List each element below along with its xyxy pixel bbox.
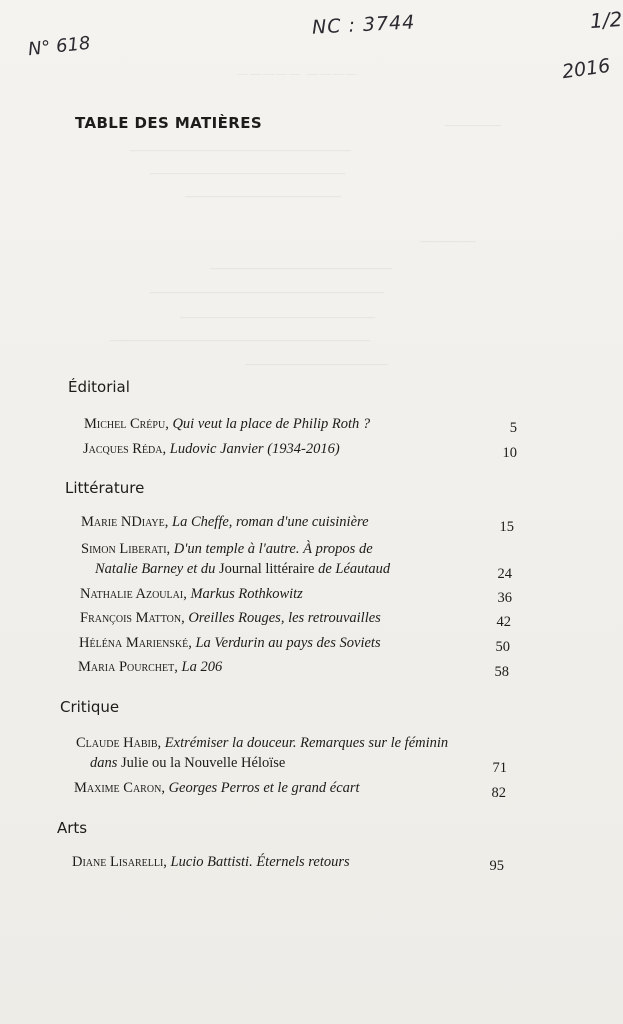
section-heading: Éditorial <box>68 378 130 396</box>
entry-title: Ludovic Janvier (1934-2016) <box>169 441 340 457</box>
entry-author: Simon Liberati <box>81 541 167 557</box>
entry-title-part: Natalie Barney et du <box>95 561 220 577</box>
entry-author: Nathalie Azoulai <box>80 586 184 602</box>
handwritten-volume-mark: 1/2 <box>589 6 623 34</box>
toc-entry: Maria Pourchet, La 206 <box>78 659 223 675</box>
toc-entry: Héléna Marienské, La Verdurin au pays des Soviets <box>79 635 381 651</box>
entry-title: Lucio Battisti. Éternels retours <box>170 854 350 870</box>
page-title: TABLE DES MATIÈRES <box>75 114 263 132</box>
entry-page-number: 5 <box>509 420 517 436</box>
toc-entry: François Matton, Oreilles Rouges, les retrouvailles <box>80 610 381 626</box>
entry-title: La Cheffe, roman d'une cuisinière <box>172 514 369 530</box>
entry-title: D'un temple à l'autre. À propos de <box>173 541 373 557</box>
entry-author: Maria Pourchet <box>78 659 175 675</box>
toc-entry: Nathalie Azoulai, Markus Rothkowitz <box>80 586 303 602</box>
entry-title-part: dans <box>90 755 122 771</box>
entry-page-number: 15 <box>499 519 514 535</box>
entry-title-part: de Léautaud <box>314 561 391 577</box>
entry-title-continued <box>76 753 448 773</box>
document-page: ———— ————— ———— ————————————————— ——————————————— ———————————— ———— —————————————— —————————————————— ——————————————— ———————————————————— ——————————— N° 618 NC : 3744 1/2 2016 TABLE DES MATIÈRES Éditorial Michel Crépu, Qui veut la place de Philip Roth ? 5 Jacques Réda, Ludovic Janvier (1934-2016) 10 Littérature Marie NDiaye, La Cheffe, roman d'une cuisinière 15 Simon Liberati, D'un temple à l'autre. À propos de Natalie Barney et du Journal littéraire de Léautaud 24 Nathalie Azoulai, Markus Rothkowitz 36 François Matton, Oreilles Rouges, les retrouvailles 42 Héléna Marienské, La Verdurin au pays des Soviets 50 Maria Pourchet, La 206 58 Critique Claude Habib, Extrémiser la douceur. Remarques sur le féminin dans Julie ou la Nouvelle Héloïse 71 Maxime Caron, Georges Perros et le grand écart 82 Arts Diane Lisarelli, Lucio Battisti. Éternels retours 95 <box>0 0 623 1024</box>
entry-page-number: 50 <box>495 639 510 655</box>
entry-title-part: Journal littéraire <box>219 561 315 577</box>
handwritten-catalog-code: NC : 3744 <box>311 11 416 39</box>
entry-page-number: 82 <box>491 785 506 801</box>
section-heading: Arts <box>57 819 88 837</box>
entry-page-number: 10 <box>502 445 517 461</box>
entry-author: Claude Habib <box>76 735 158 751</box>
entry-author: Michel Crépu <box>84 416 166 432</box>
entry-author: Maxime Caron <box>74 780 162 796</box>
entry-title: Markus Rothkowitz <box>190 586 303 602</box>
section-heading: Critique <box>60 698 120 716</box>
entry-page-number: 95 <box>489 858 504 874</box>
entry-author: Marie NDiaye <box>81 514 165 530</box>
entry-page-number: 42 <box>496 614 511 630</box>
toc-entry: Marie NDiaye, La Cheffe, roman d'une cuisinière <box>81 514 369 530</box>
entry-title: Oreilles Rouges, les retrouvailles <box>188 610 381 626</box>
toc-entry: Claude Habib, Extrémiser la douceur. Remarques sur le féminin dans Julie ou la Nouvelle Héloïse <box>76 735 449 771</box>
toc-entry: Michel Crépu, Qui veut la place de Philip Roth ? <box>84 416 371 432</box>
entry-title-part: Julie ou la Nouvelle Héloïse <box>121 755 286 771</box>
entry-title-continued <box>81 559 390 579</box>
entry-author: Diane Lisarelli <box>72 854 164 870</box>
section-heading: Littérature <box>65 479 145 497</box>
entry-page-number: 58 <box>494 664 509 680</box>
toc-entry: Jacques Réda, Ludovic Janvier (1934-2016) <box>83 441 340 457</box>
entry-page-number: 24 <box>497 566 512 582</box>
entry-author: Jacques Réda <box>83 441 163 457</box>
toc-entry: Diane Lisarelli, Lucio Battisti. Éternels retours <box>72 854 350 870</box>
entry-title: La Verdurin au pays des Soviets <box>195 635 381 651</box>
entry-author: François Matton <box>80 610 182 626</box>
handwritten-year: 2016 <box>560 54 612 84</box>
entry-title: La 206 <box>181 659 223 675</box>
entry-page-number: 36 <box>497 590 512 606</box>
entry-author: Héléna Marienské <box>79 635 189 651</box>
toc-entry: Maxime Caron, Georges Perros et le grand écart <box>74 780 360 796</box>
entry-title: Extrémiser la douceur. Remarques sur le féminin <box>164 735 449 751</box>
toc-entry: Simon Liberati, D'un temple à l'autre. À propos de Natalie Barney et du Journal littéraire de Léautaud <box>81 541 391 577</box>
entry-title: Georges Perros et le grand écart <box>168 780 360 796</box>
handwritten-item-number: N° 618 <box>27 32 92 61</box>
entry-title: Qui veut la place de Philip Roth ? <box>172 416 371 432</box>
entry-page-number: 71 <box>492 760 507 776</box>
